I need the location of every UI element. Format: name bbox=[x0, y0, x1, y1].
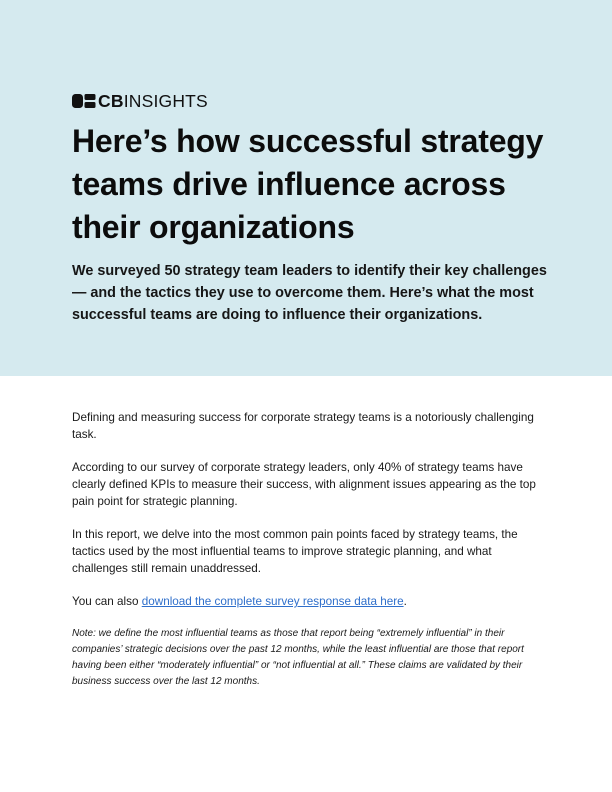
intro-paragraph-2: According to our survey of corporate strategy leaders, only 40% of strategy teams have clearly defined KPIs to measure their success, with alignment issues appearing as the top pain point for strategic planning. bbox=[72, 461, 536, 508]
cb-insights-logo bbox=[72, 91, 208, 111]
logo-wordmark-bold: CB bbox=[98, 91, 124, 111]
download-survey-data-link[interactable]: download the complete survey response data here bbox=[141, 595, 404, 608]
hero-banner bbox=[0, 0, 612, 376]
page-subtitle: We surveyed 50 strategy team leaders to identify their key challenges — and the tactics they use to overcome them. Here’s what the most successful teams are doing to influence their organizations. bbox=[72, 263, 547, 323]
logo-wordmark bbox=[98, 91, 208, 111]
cb-insights-logo-icon bbox=[72, 94, 96, 108]
download-suffix-text: . bbox=[403, 595, 407, 608]
intro-paragraph-3: In this report, we delve into the most common pain points faced by strategy teams, the tactics used by the most influential teams to improve strategic planning, and what challenges still remain unaddressed. bbox=[72, 528, 518, 575]
intro-paragraph-1: Defining and measuring success for corporate strategy teams is a notoriously challenging task. bbox=[72, 411, 534, 441]
download-paragraph bbox=[72, 593, 544, 610]
methodology-note: Note: we define the most influential teams as those that report being “extremely influential” in their companies’ strategic decisions over the past 12 months, while the least influential are those that report having been either “moderately influential” or “not influential at all.” These claims are validated by their business success over the last 12 months. bbox=[72, 628, 524, 687]
report-intro bbox=[72, 409, 544, 690]
download-prefix-text: You can also bbox=[72, 595, 142, 608]
logo-wordmark-regular: INSIGHTS bbox=[123, 91, 208, 111]
page-title: Here’s how successful strategy teams drive influence across their organizations bbox=[72, 123, 544, 245]
